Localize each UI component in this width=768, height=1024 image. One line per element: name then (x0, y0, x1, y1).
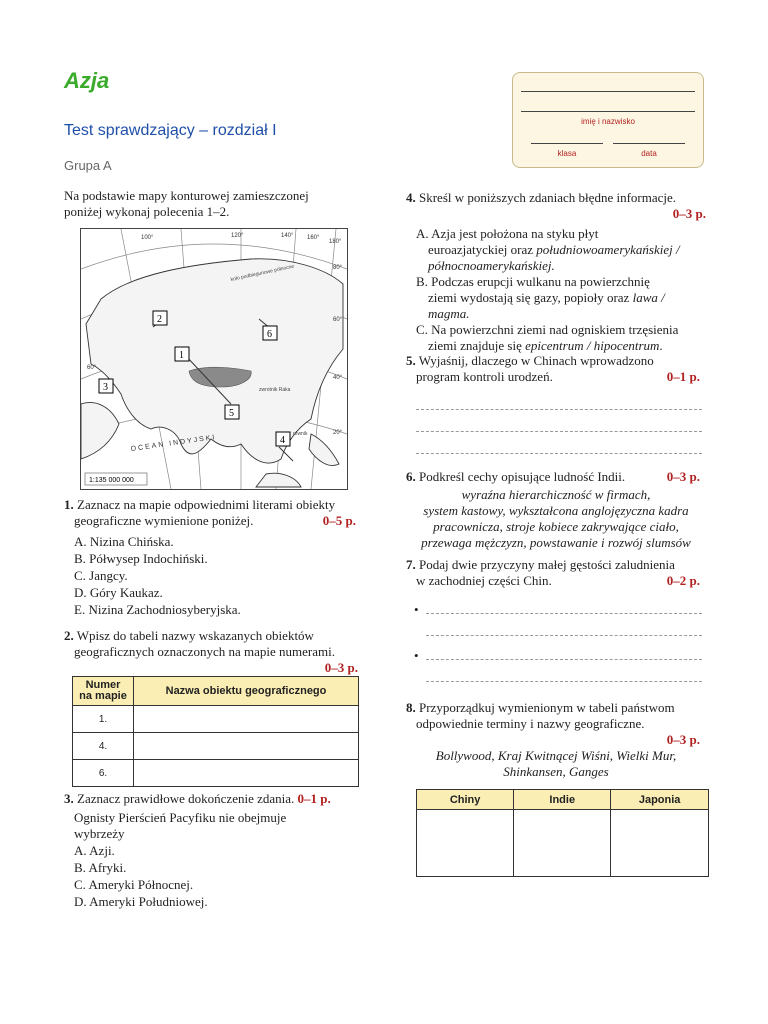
map-number-4: 4 (280, 435, 285, 446)
q4-a-line1: A. Azja jest położona na styku płyt (416, 226, 599, 241)
q7-answer-line[interactable] (426, 634, 702, 636)
lon-label: 60° (87, 365, 97, 371)
tropic-label: zwrotnik Raka (259, 387, 291, 393)
q2-answer-cell[interactable] (134, 706, 359, 733)
question-5 (406, 353, 706, 385)
q1-option: B. Półwysep Indochiński. (74, 551, 208, 566)
q2-text-1: Wpisz do tabeli nazwy wskazanych obiektów (76, 628, 314, 643)
q4-b-line2: ziemi wydostają się gazy, popioły oraz (428, 290, 633, 305)
q8-text-2: odpowiednie terminy i nazwy geograficzne. (416, 716, 645, 731)
lon-label: 120° (231, 233, 244, 239)
chapter-title: Azja (64, 68, 110, 93)
q2-row-number: 4. (73, 733, 134, 760)
q3-option: A. Azji. (74, 843, 115, 858)
q6-traits-line[interactable]: pracownicza, stroje kobiece zakrywające ciało, (433, 519, 679, 534)
q2-number: 2. (64, 628, 74, 643)
table-row (73, 733, 359, 760)
q4-number: 4. (406, 190, 416, 205)
q7-number: 7. (406, 557, 416, 572)
q2-row-number: 6. (73, 760, 134, 787)
q3-option: B. Afryki. (74, 860, 127, 875)
lat-label: 20° (333, 430, 343, 436)
q5-text-2: program kontroli urodzeń. (416, 369, 553, 384)
lon-label: 180° (329, 239, 342, 245)
q8-col-chiny: Chiny (417, 790, 514, 810)
q1-number: 1. (64, 497, 74, 512)
q4-points: 0–3 p. (672, 206, 706, 221)
q4-c-line1: C. Na powierzchni ziemi nad ogniskiem trzęsienia (416, 322, 679, 337)
q8-answer-cell[interactable] (514, 810, 611, 877)
q1-text-2: geograficzne wymienione poniżej. (74, 513, 254, 528)
map-drawing (81, 229, 347, 489)
test-subtitle: Test sprawdzający – rozdział I (64, 122, 277, 139)
intro-text: Na podstawie mapy konturowej zamieszczonej poniżej wykonaj polecenia 1–2. (64, 188, 309, 219)
lon-label: 140° (281, 233, 294, 239)
q2-points: 0–3 p. (324, 660, 358, 675)
q5-text-1: Wyjaśnij, dlaczego w Chinach wprowadzono (418, 353, 654, 368)
q4-c-options[interactable]: epicentrum / hipocentrum (525, 338, 660, 353)
question-2 (64, 628, 364, 676)
map-number-1: 1 (179, 350, 184, 361)
q4-b-line1: B. Podczas erupcji wulkanu na powierzchnię (416, 274, 650, 289)
q2-col2-header: Nazwa obiektu geograficznego (134, 677, 359, 706)
date-line[interactable] (613, 143, 685, 144)
q3-text: Zaznacz prawidłowe dokończenie zdania. (77, 791, 295, 806)
class-line[interactable] (531, 143, 603, 144)
q7-answer-line[interactable] (426, 612, 702, 614)
q2-table (72, 676, 359, 787)
question-7 (406, 557, 706, 589)
q4-c-line2: ziemi znajduje się (428, 338, 526, 353)
q5-points: 0–1 p. (666, 369, 700, 384)
map-number-3: 3 (103, 382, 108, 393)
group-label: Grupa A (64, 158, 112, 173)
q8-number: 8. (406, 700, 416, 715)
equator-label: równik (293, 431, 308, 437)
question-3 (64, 791, 364, 910)
q8-terms-line: Shinkansen, Ganges (503, 764, 609, 779)
q2-text-2: geograficznych oznaczonych na mapie numerami. (74, 644, 335, 659)
lat-label: 80° (333, 265, 343, 271)
q8-col-indie: Indie (514, 790, 611, 810)
q4-b-option2[interactable]: magma (428, 306, 467, 321)
q3-number: 3. (64, 791, 74, 806)
contour-map[interactable] (80, 228, 348, 490)
q6-number: 6. (406, 469, 416, 484)
q7-bullet: • (414, 602, 419, 617)
q7-answer-line[interactable] (426, 680, 702, 682)
q7-points: 0–2 p. (666, 573, 700, 588)
lon-label: 100° (141, 235, 154, 241)
map-number-5: 5 (229, 408, 234, 419)
name-box (512, 72, 704, 168)
q8-answer-cell[interactable] (611, 810, 709, 877)
map-number-2: 2 (157, 314, 162, 325)
q6-traits-line[interactable]: system kastowy, wykształcona anglojęzyczna kadra (423, 503, 689, 518)
q8-col-japonia: Japonia (611, 790, 709, 810)
q6-text: Podkreśl cechy opisujące ludność Indii. (419, 469, 626, 484)
q1-option: A. Nizina Chińska. (74, 534, 174, 549)
q1-text-1: Zaznacz na mapie odpowiednimi literami obiekty (77, 497, 336, 512)
q1-option: D. Góry Kaukaz. (74, 585, 163, 600)
name-line-2[interactable] (521, 111, 695, 112)
q1-option: C. Jangcy. (74, 568, 128, 583)
name-line-1[interactable] (521, 91, 695, 92)
lon-label: 160° (307, 235, 320, 241)
q5-answer-line[interactable] (416, 452, 702, 454)
q5-answer-line[interactable] (416, 430, 702, 432)
class-label: klasa (557, 149, 577, 158)
q3-option: D. Ameryki Południowej. (74, 894, 208, 909)
question-8 (406, 700, 706, 780)
question-6 (406, 469, 706, 551)
q7-text-2: w zachodniej części Chin. (416, 573, 552, 588)
q3-option: C. Ameryki Północnej. (74, 877, 194, 892)
q2-answer-cell[interactable] (134, 733, 359, 760)
q3-points: 0–1 p. (297, 791, 331, 806)
q8-terms-line: Bollywood, Kraj Kwitnącej Wiśni, Wielki Mur, (435, 748, 677, 763)
q2-col1-line1: Numer (85, 679, 121, 691)
q4-text: Skreśl w poniższych zdaniach błędne informacje. (419, 190, 677, 205)
q4-b-option1[interactable]: lawa / (632, 290, 665, 305)
map-number-6: 6 (267, 329, 272, 340)
q1-option: E. Nizina Zachodniosyberyjska. (74, 602, 241, 617)
table-row (73, 706, 359, 733)
q2-col1-line2: na mapie (79, 690, 127, 702)
q8-table (416, 789, 709, 877)
name-label: imię i nazwisko (581, 117, 635, 126)
q2-row-number: 1. (73, 706, 134, 733)
q8-points: 0–3 p. (666, 732, 700, 747)
q8-answer-cell[interactable] (417, 810, 514, 877)
q1-points: 0–5 p. (322, 513, 356, 528)
q6-traits-line[interactable]: wyraźna hierarchiczność w firmach, (461, 487, 651, 502)
q5-number: 5. (406, 353, 416, 368)
q7-text-1: Podaj dwie przyczyny małej gęstości zaludnienia (419, 557, 675, 572)
q7-bullet: • (414, 648, 419, 663)
question-1 (64, 497, 364, 618)
arctic-circle-label: koło podbiegunowe północne (230, 263, 295, 283)
q4-a-line2: euroazjatyckiej oraz (428, 242, 537, 257)
q3-stem-2: wybrzeży (74, 826, 125, 841)
lat-label: 60° (333, 317, 343, 323)
question-4: 4. Skreśl w poniższych zdaniach błędne informacje. 0–3 p. A. Azja jest położona na styku płyt euroazjatyckiej oraz południowoamerykańskiej / północnoamerykańskiej. B. Podczas erupcji wulkanu na powierzchnię ziemi wydostają się gazy, popioły oraz lawa / magma. C. Na powierzchni ziemi nad ogniskiem trzęsienia ziemi znajduje się epicentrum / hipocentrum. (406, 190, 706, 353)
table-row (417, 810, 709, 877)
lat-label: 40° (333, 375, 343, 381)
q3-stem-1: Ognisty Pierścień Pacyfiku nie obejmuje (74, 810, 287, 825)
q6-points: 0–3 p. (666, 469, 700, 484)
date-label: data (641, 149, 657, 158)
q2-answer-cell[interactable] (134, 760, 359, 787)
map-scale: 1:135 000 000 (89, 477, 134, 484)
q5-answer-line[interactable] (416, 408, 702, 410)
q7-answer-line[interactable] (426, 658, 702, 660)
q4-a-option1[interactable]: południowoamerykańskiej / (536, 242, 680, 257)
q6-traits-line[interactable]: przewaga mężczyzn, powstawanie i rozwój slumsów (421, 535, 691, 550)
table-row (73, 760, 359, 787)
q8-text-1: Przyporządkuj wymienionym w tabeli państwom (419, 700, 675, 715)
ocean-label: OCEAN INDYJSKI (130, 434, 217, 453)
q4-a-option2[interactable]: północnoamerykańskiej (428, 258, 552, 273)
